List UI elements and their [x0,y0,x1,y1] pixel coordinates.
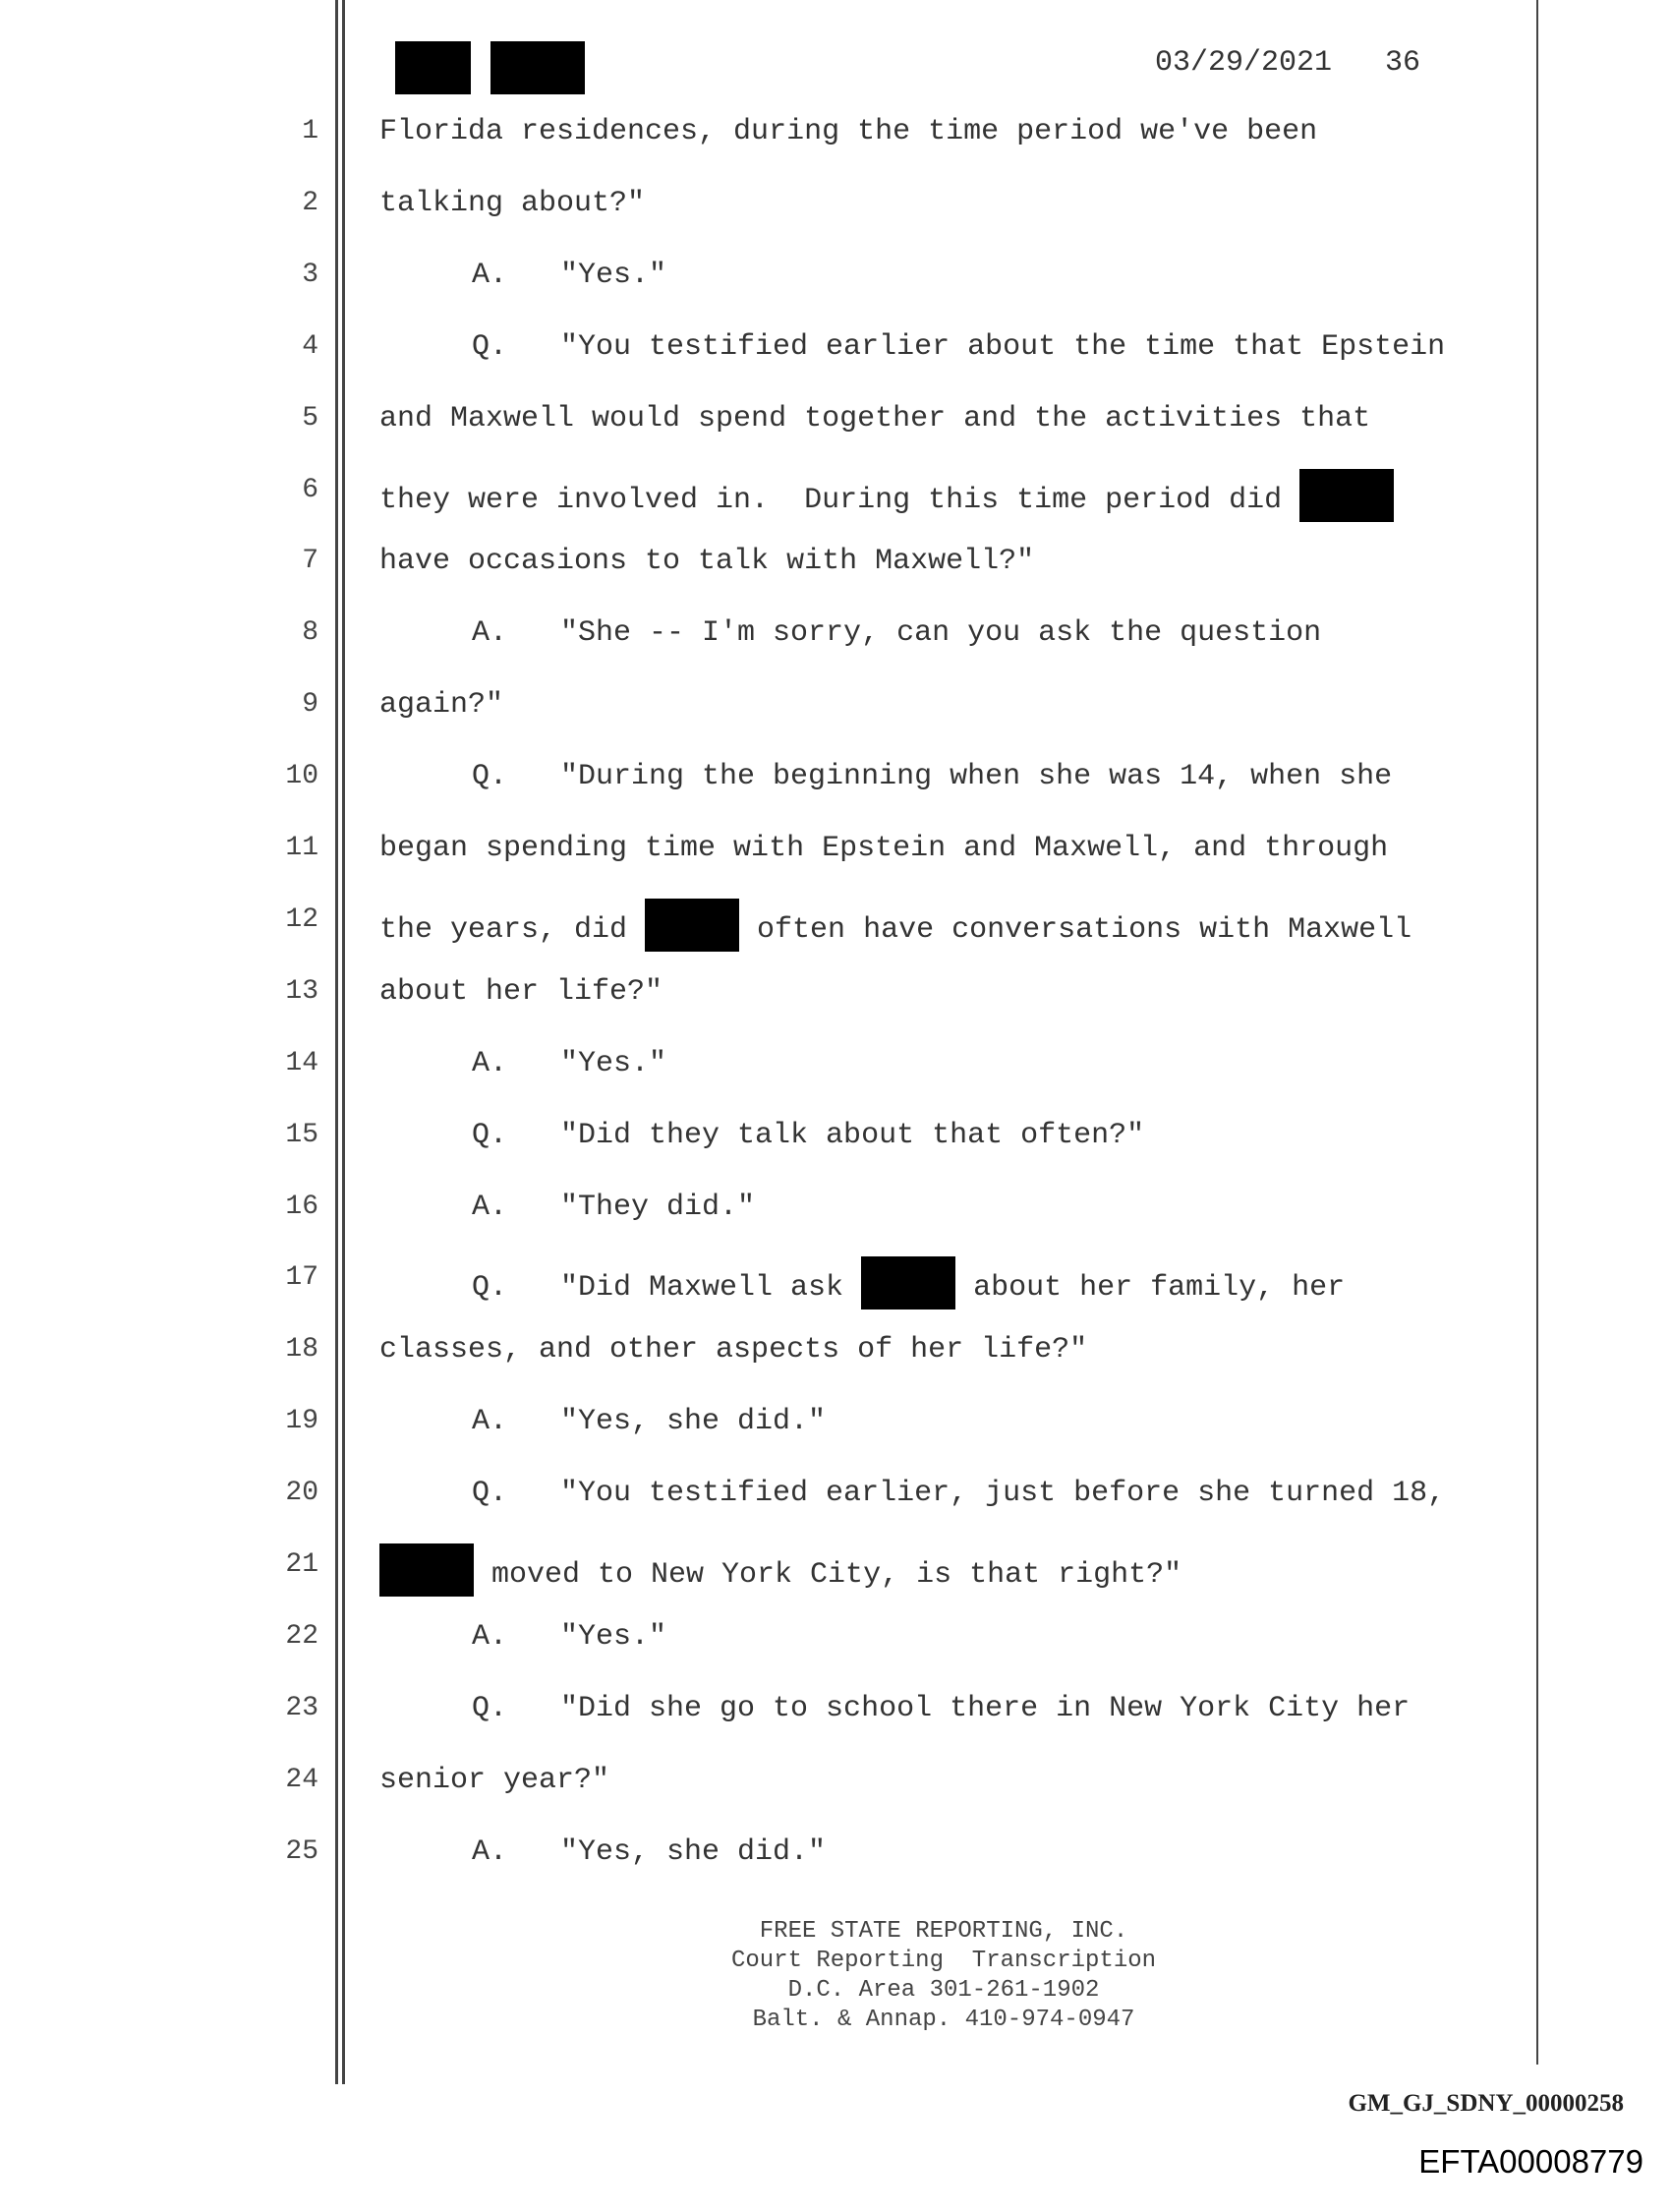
efta-number: EFTA00008779 [1418,2143,1643,2180]
line-number: 21 [285,1549,318,1580]
transcript-line [379,473,1394,526]
footer-dc-phone: D.C. Area 301-261-1902 [787,1977,1100,2004]
line-text: Florida residences, during the time period we've been [379,115,1318,148]
transcript-line [379,974,663,1010]
line-number: 19 [285,1406,318,1437]
line-text: A. "Yes." [472,258,667,292]
line-number: 1 [302,116,318,146]
transcript-line [472,1476,1445,1511]
right-margin-rule [1536,0,1538,2065]
redaction-box [645,899,739,952]
line-number: 13 [285,975,318,1007]
transcript-line [379,544,1034,579]
line-text: and Maxwell would spend together and the activities that [379,401,1371,436]
line-text: talking about?" [379,186,646,220]
transcript-line [379,1332,1087,1368]
line-text: Q. "Did they talk about that often?" [472,1118,1145,1152]
line-text: A. "Yes, she did." [472,1405,827,1439]
transcript-line [379,1547,1181,1601]
line-number: 12 [285,903,318,935]
transcript-line [379,401,1370,437]
transcript-line [472,1190,755,1225]
line-text: they were involved in. During this time period did [379,483,1300,517]
left-margin-rule-outer [335,0,338,2084]
line-text: the years, did [379,912,646,947]
transcript-line [379,831,1388,866]
redaction-box [379,1543,474,1597]
header-date: 03/29/2021 [1155,46,1333,80]
line-number: 24 [285,1764,318,1795]
redaction-box [861,1256,955,1310]
transcript-line [472,1691,1410,1726]
line-number: 8 [302,617,318,649]
line-number: 17 [285,1262,318,1294]
line-text: Q. "During the beginning when she was 14, when she [472,760,1393,794]
transcript-line [379,687,503,723]
line-number: 7 [302,546,318,577]
line-text: A. "Yes." [472,1619,667,1654]
line-number: 4 [302,330,318,362]
line-number: 14 [285,1047,318,1078]
transcript-line [472,1404,826,1439]
footer-balt-phone: Balt. & Annap. 410-974-0947 [752,2007,1135,2033]
line-number: 5 [302,402,318,434]
header-redaction-1 [395,41,471,94]
transcript-line [472,1118,1144,1153]
line-text: Q. "You testified earlier about the time that Epstein [472,329,1446,364]
line-text: have occasions to talk with Maxwell?" [379,545,1035,579]
line-number: 22 [285,1620,318,1652]
line-number: 18 [285,1334,318,1366]
line-text: A. "Yes, she did." [472,1834,827,1869]
line-number: 16 [285,1191,318,1222]
redaction-box [1299,469,1394,522]
line-text: A. "Yes." [472,1046,667,1080]
header-date-page [1155,45,1420,81]
line-text: began spending time with Epstein and Maxwell, and through [379,832,1389,865]
transcript-line [379,902,1412,956]
line-number: 10 [285,761,318,792]
left-margin-rule-inner [342,0,345,2084]
line-text: Q. "Did Maxwell ask [472,1271,862,1306]
line-number: 9 [302,689,318,721]
transcript-line [472,1260,1345,1313]
line-number: 20 [285,1478,318,1509]
transcript-line [472,1834,826,1870]
line-text: senior year?" [379,1763,610,1797]
transcript-line [379,186,645,221]
transcript-line [472,1046,666,1081]
transcript-line [472,1619,666,1655]
line-number: 3 [302,259,318,290]
transcript-line [379,1763,609,1798]
reporter-footer [550,1917,1337,2035]
line-text: A. "She -- I'm sorry, can you ask the question [472,616,1322,651]
transcript-line [472,759,1392,794]
line-text: about her family, her [955,1271,1346,1306]
line-text: often have conversations with Maxwell [739,912,1412,947]
transcript-line [472,258,666,293]
line-text: classes, and other aspects of her life?" [379,1333,1088,1368]
bates-number: GM_GJ_SDNY_00000258 [1348,2090,1624,2117]
footer-services: Court Reporting Transcription [730,1948,1157,1974]
line-text: about her life?" [379,974,663,1009]
line-number: 2 [302,187,318,218]
header-redaction-2 [490,41,585,94]
line-text: again?" [379,688,504,723]
line-text: A. "They did." [472,1190,756,1224]
transcript-line [472,615,1321,651]
line-number: 25 [285,1835,318,1867]
transcript-line [472,329,1445,365]
line-text: Q. "You testified earlier, just before she turned 18, [472,1477,1446,1511]
line-number: 15 [285,1119,318,1150]
footer-company: FREE STATE REPORTING, INC. [759,1918,1128,1945]
line-number: 23 [285,1692,318,1723]
line-text: moved to New York City, is that right?" [474,1557,1182,1592]
line-text: Q. "Did she go to school there in New York City her [472,1691,1411,1725]
transcript-line [379,114,1317,149]
line-number: 11 [285,833,318,863]
header-page-number: 36 [1385,46,1421,80]
line-number: 6 [302,474,318,505]
